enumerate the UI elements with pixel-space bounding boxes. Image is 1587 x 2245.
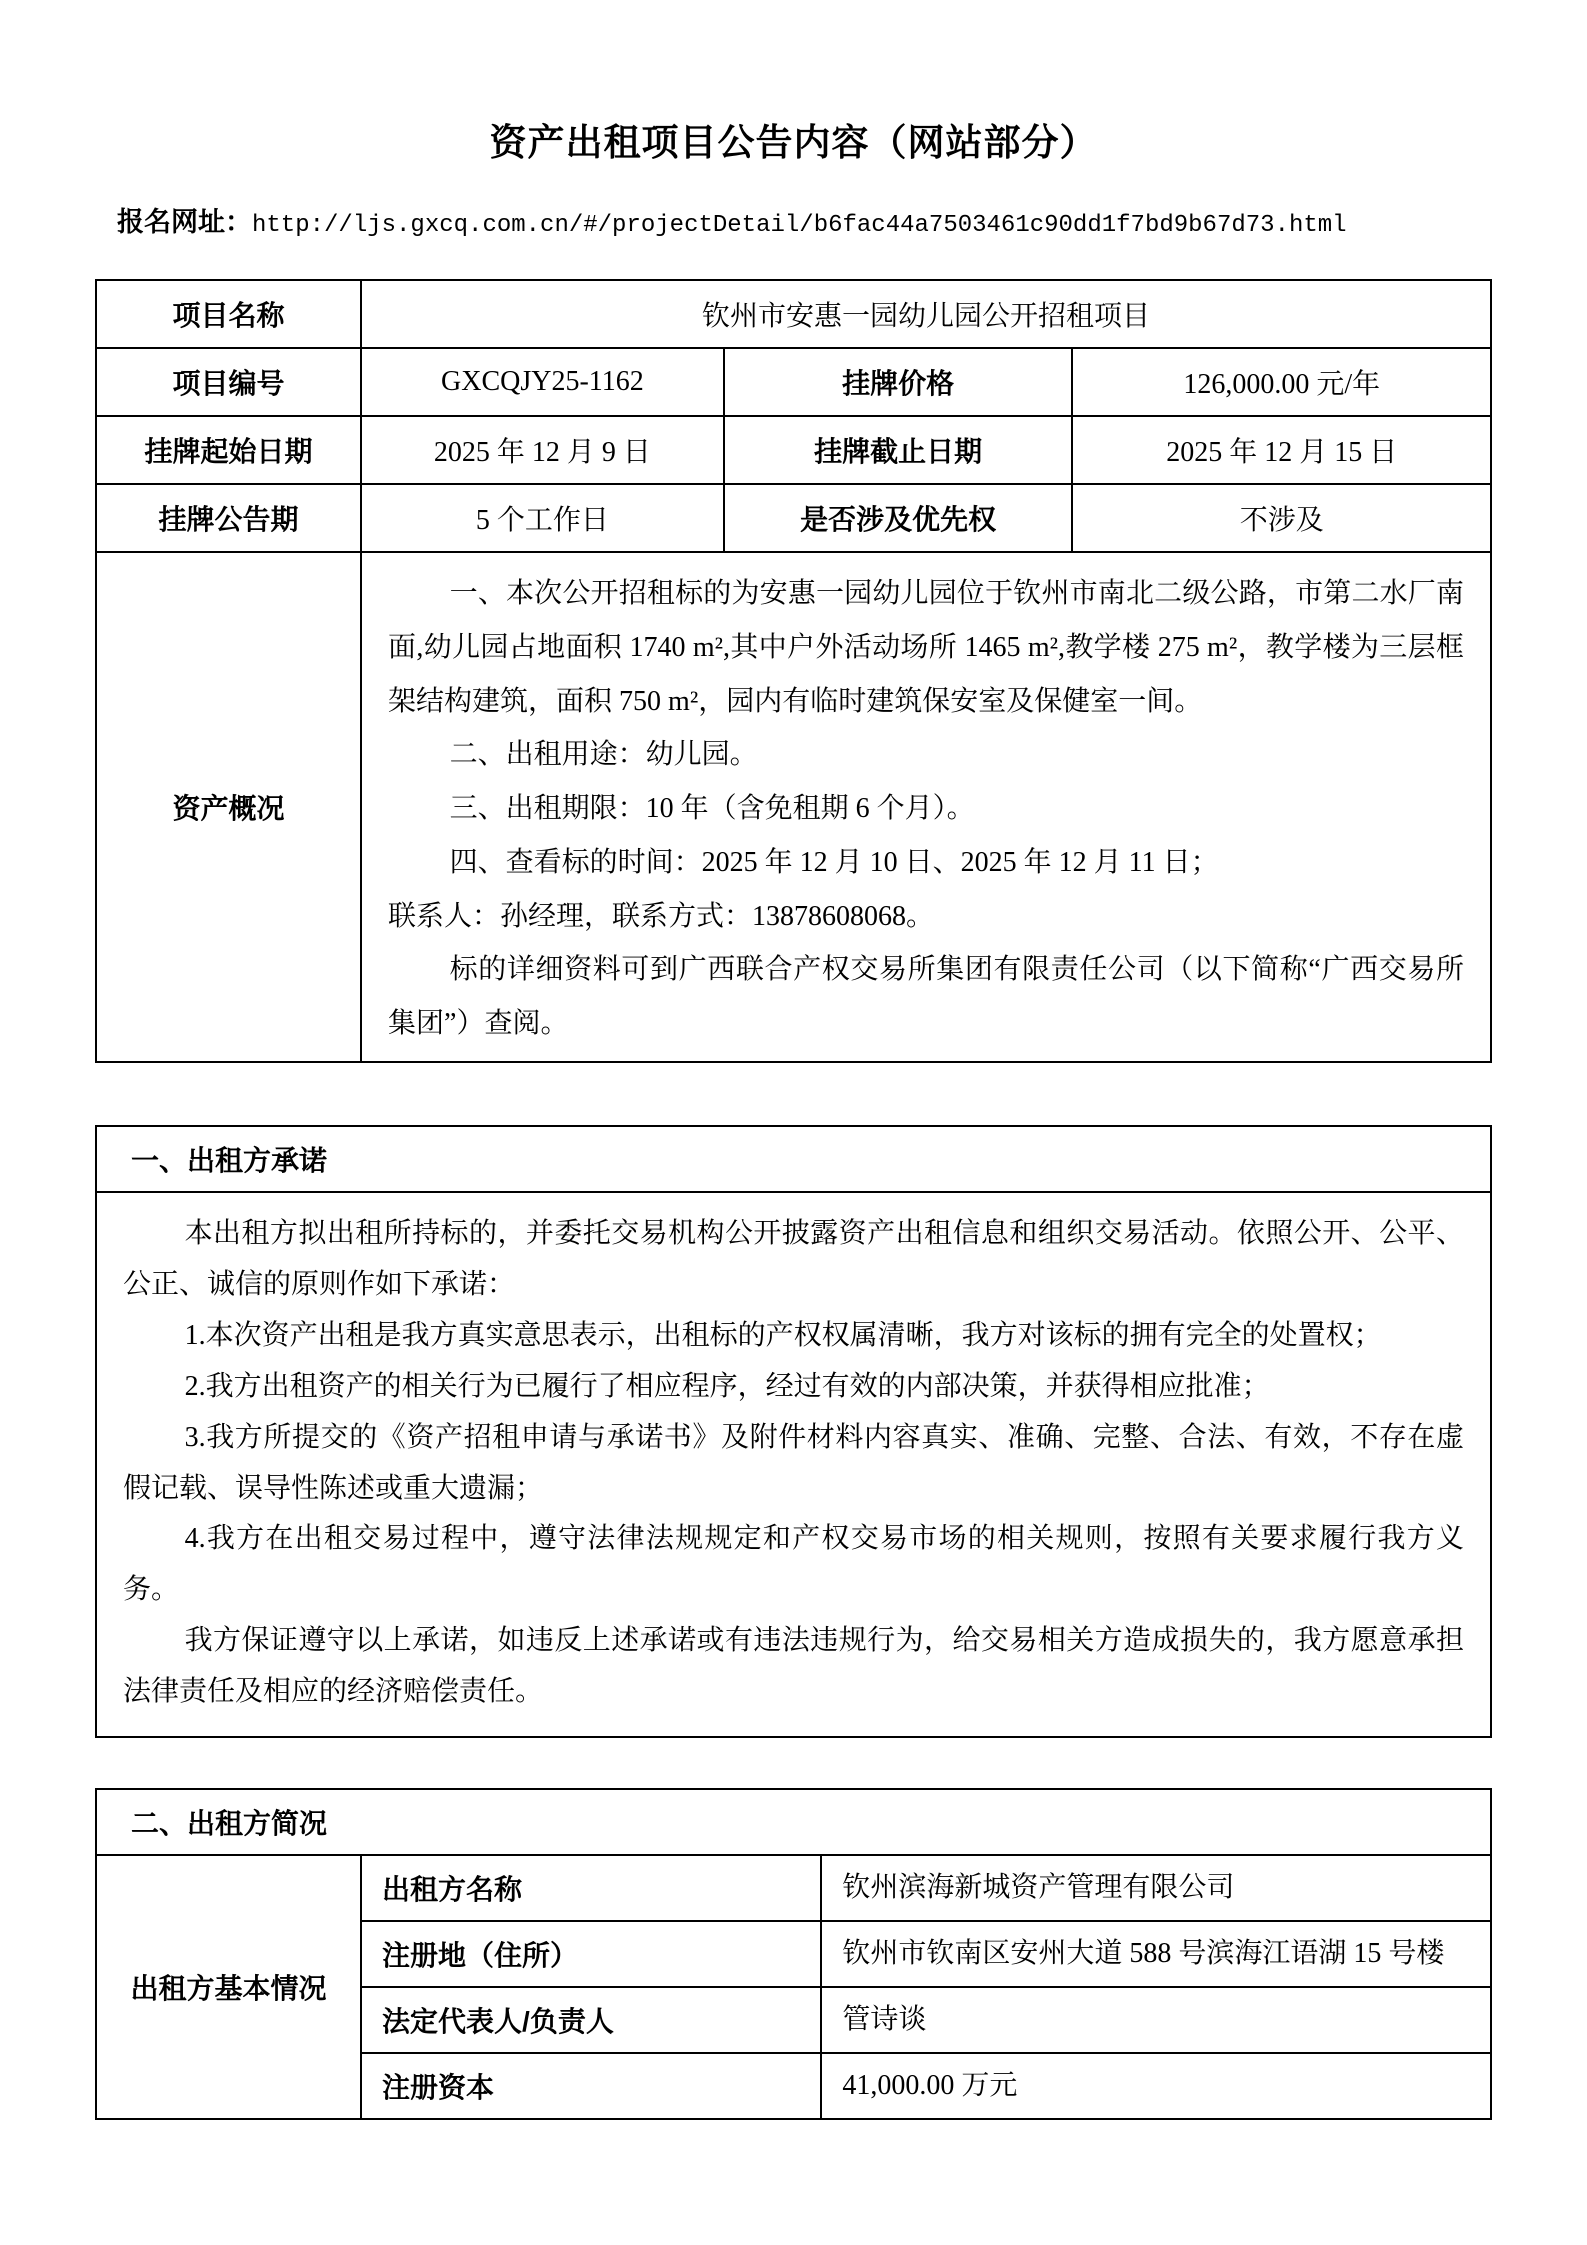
table-row-listing-dates: [96, 416, 1491, 484]
table-row-project-name: [96, 280, 1491, 348]
lessor-commitment-section: [95, 1125, 1492, 1739]
commitment-paragraph: 3.我方所提交的《资产招租申请与承诺书》及附件材料内容真实、准确、完整、合法、有效，不存在虚假记载、误导性陈述或重大遗漏；: [123, 1421, 1464, 1504]
section-body-row: [96, 1192, 1491, 1738]
document-page: [95, 0, 1492, 2120]
section-header-row: [96, 1789, 1491, 1855]
asset-overview-content: [361, 552, 1491, 1062]
registered-capital-label: 注册资本: [361, 2053, 821, 2119]
overview-paragraph: 一、本次公开招租标的为安惠一园幼儿园位于钦州市南北二级公路，市第二水厂南面,幼儿园占地面积 1740 m²,其中户外活动场所 1465 m²,教学楼 275 m²，教学楼为三层框架结构建筑，面积 750 m²，园内有临时建筑保安室及保健室一间。: [388, 578, 1464, 717]
commitment-paragraph: 我方保证遵守以上承诺，如违反上述承诺或有违法违规行为，给交易相关方造成损失的，我方愿意承担法律责任及相应的经济赔偿责任。: [123, 1625, 1464, 1708]
project-number-label: 项目编号: [96, 348, 361, 416]
commitment-paragraph: 4.我方在出租交易过程中，遵守法律法规规定和产权交易市场的相关规则，按照有关要求履行我方义务。: [123, 1523, 1464, 1606]
page-title: 资产出租项目公告内容（网站部分）: [489, 123, 1098, 164]
registered-address-label: 注册地（住所）: [361, 1921, 821, 1987]
project-name-label: 项目名称: [96, 280, 361, 348]
lessor-basic-info-label: 出租方基本情况: [96, 1855, 361, 2119]
listing-end-date-label: 挂牌截止日期: [724, 416, 1073, 484]
listing-start-date-label: 挂牌起始日期: [96, 416, 361, 484]
signup-url-line: [95, 200, 1492, 239]
listing-price-value: 126,000.00 元/年: [1072, 348, 1491, 416]
legal-representative-value: 管诗谈: [821, 1987, 1491, 2053]
section-header-row: [96, 1126, 1491, 1192]
project-info-table: [95, 279, 1492, 1063]
lessor-profile-heading: 二、出租方简况: [96, 1789, 1491, 1855]
signup-url-label: 报名网址：: [117, 207, 252, 237]
commitment-paragraph: 1.本次资产出租是我方真实意思表示，出租标的产权权属清晰，我方对该标的拥有完全的处置权；: [184, 1319, 1382, 1351]
priority-right-label: 是否涉及优先权: [724, 484, 1073, 552]
commitment-paragraph: 2.我方出租资产的相关行为已履行了相应程序，经过有效的内部决策，并获得相应批准；: [184, 1370, 1270, 1402]
priority-right-value: 不涉及: [1072, 484, 1491, 552]
table-row-lessor-name: [96, 1855, 1491, 1921]
asset-overview-label: 资产概况: [96, 552, 361, 1062]
project-number-value: GXCQJY25-1162: [361, 348, 724, 416]
registered-capital-value: 41,000.00 万元: [821, 2053, 1491, 2119]
commitment-paragraph: 本出租方拟出租所持标的，并委托交易机构公开披露资产出租信息和组织交易活动。依照公开、公平、公正、诚信的原则作如下承诺：: [123, 1217, 1464, 1300]
table-row-asset-overview: [96, 552, 1491, 1062]
announcement-period-value: 5 个工作日: [361, 484, 724, 552]
overview-paragraph: 四、查看标的时间：2025 年 12 月 10 日、2025 年 12 月 11 日；: [449, 846, 1219, 878]
listing-start-date-value: 2025 年 12 月 9 日: [361, 416, 724, 484]
lessor-commitment-body: [96, 1192, 1491, 1738]
lessor-commitment-heading: 一、出租方承诺: [96, 1126, 1491, 1192]
lessor-name-value: 钦州滨海新城资产管理有限公司: [821, 1855, 1491, 1921]
registered-address-value: 钦州市钦南区安州大道 588 号滨海江语湖 15 号楼: [821, 1921, 1491, 1987]
listing-price-label: 挂牌价格: [724, 348, 1073, 416]
project-name-value: 钦州市安惠一园幼儿园公开招租项目: [361, 280, 1491, 348]
overview-paragraph: 二、出租用途：幼儿园。: [449, 739, 758, 771]
table-row-announcement-period: [96, 484, 1491, 552]
overview-paragraph: 标的详细资料可到广西联合产权交易所集团有限责任公司（以下简称“广西交易所集团”）查阅。: [388, 954, 1464, 1039]
listing-end-date-value: 2025 年 12 月 15 日: [1072, 416, 1491, 484]
signup-url: http://ljs.gxcq.com.cn/#/projectDetail/b6fac44a7503461c90dd1f7bd9b67d73.html: [252, 212, 1347, 239]
lessor-name-label: 出租方名称: [361, 1855, 821, 1921]
overview-contact-line: 联系人：孙经理，联系方式：13878608068。: [388, 900, 935, 932]
table-row-project-number: [96, 348, 1491, 416]
legal-representative-label: 法定代表人/负责人: [361, 1987, 821, 2053]
overview-paragraph: 三、出租期限：10 年（含免租期 6 个月）。: [449, 793, 975, 824]
announcement-period-label: 挂牌公告期: [96, 484, 361, 552]
lessor-profile-section: [95, 1788, 1492, 2120]
